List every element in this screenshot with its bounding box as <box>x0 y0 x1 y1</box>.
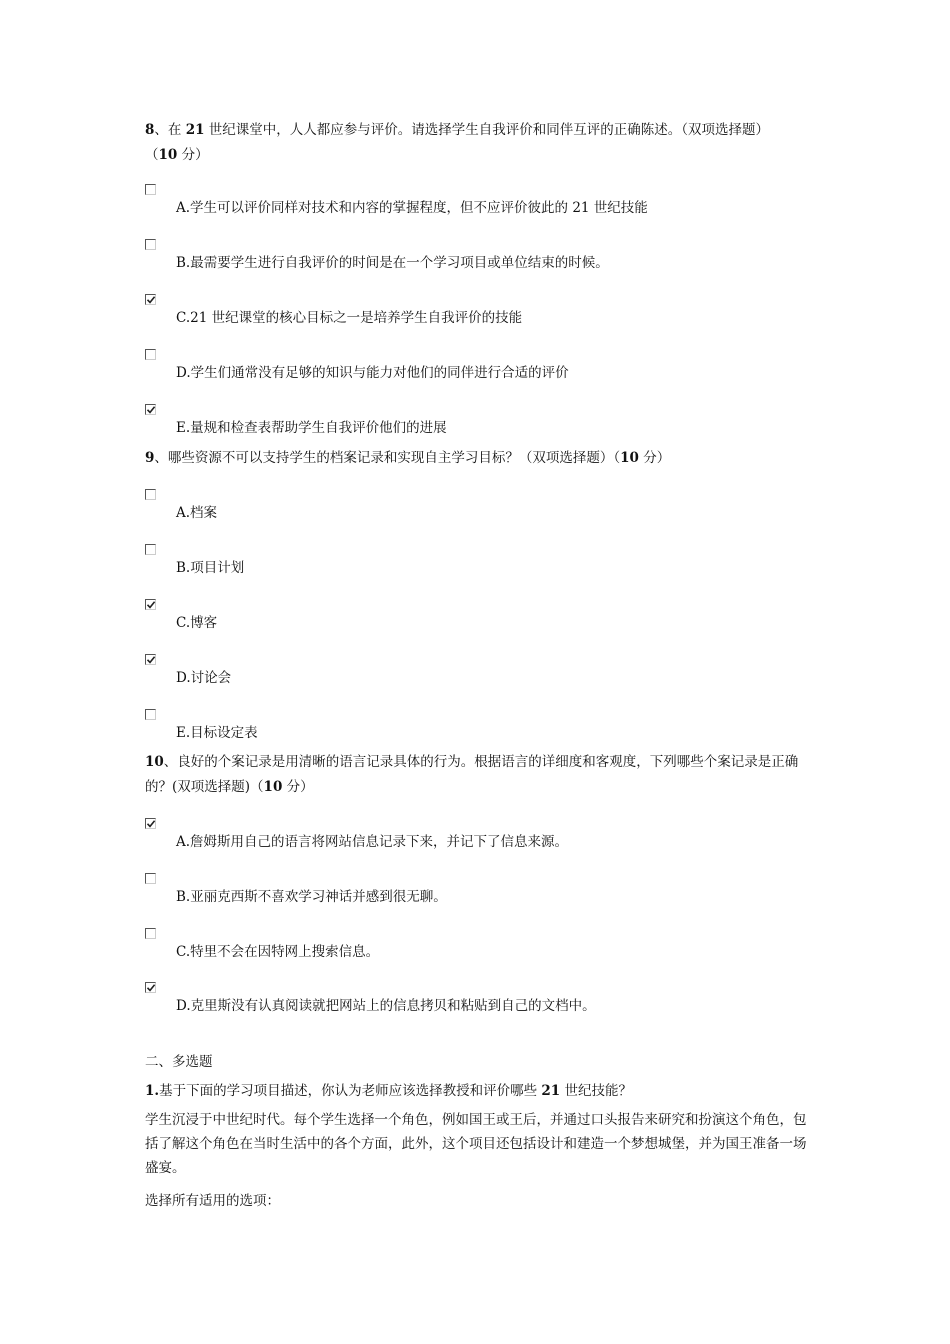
checkbox[interactable] <box>145 404 156 415</box>
select-instruction: 选择所有适用的选项： <box>145 1193 280 1209</box>
checkbox[interactable] <box>145 982 156 993</box>
option-label: C.特里不会在因特网上搜索信息。 <box>176 944 380 960</box>
checkbox[interactable] <box>145 184 156 195</box>
q9-option-d[interactable] <box>145 654 805 700</box>
checkbox[interactable] <box>145 873 156 884</box>
question-10-points: 10 <box>263 779 283 795</box>
multi-question-1-text-2: 世纪技能？ <box>560 1083 632 1099</box>
question-8-text-2: 世纪课堂中，人人都应参与评价。请选择学生自我评价和同伴互评的正确陈述。（双项选择题） <box>204 122 770 138</box>
option-label: B.最需要学生进行自我评价的时间是在一个学习项目或单位结束的时候。 <box>176 255 609 271</box>
checkbox[interactable] <box>145 239 156 250</box>
checkbox[interactable] <box>145 928 156 939</box>
option-label: B.项目计划 <box>176 560 245 576</box>
question-10-text: 、良好的个案记录是用清晰的语言记录具体的行为。根据语言的详细度和客观度，下列哪些个案记录是正确的？ <box>145 754 799 795</box>
q9-option-e[interactable] <box>145 709 805 755</box>
checkmark-icon <box>146 819 156 829</box>
q8-option-b[interactable] <box>145 239 805 285</box>
question-8 <box>145 118 813 168</box>
checkbox[interactable] <box>145 294 156 305</box>
question-8-number: 8 <box>145 122 155 138</box>
question-10-points-unit: 分） <box>282 779 314 795</box>
option-label: B.亚丽克西斯不喜欢学习神话并感到很无聊。 <box>176 889 447 905</box>
project-description: 学生沉浸于中世纪时代。每个学生选择一个角色，例如国王或王后，并通过口头报告来研究和扮演这个角色，包括了解这个角色在当时生活中的各个方面，此外，这个项目还包括设计和建造一个梦想城堡，并为国王准备一场盛宴。 <box>145 1112 807 1176</box>
checkmark-icon <box>146 655 156 665</box>
option-label: E.目标设定表 <box>176 725 258 741</box>
multi-question-1-number: 1. <box>145 1083 160 1099</box>
option-label: A.档案 <box>176 505 218 521</box>
q8-option-a[interactable] <box>145 184 805 230</box>
question-8-points: 10 <box>158 147 178 163</box>
checkbox[interactable] <box>145 489 156 500</box>
q9-option-b[interactable] <box>145 544 805 590</box>
question-10-type: (双项选择题)（ <box>172 779 264 795</box>
question-9-number: 9 <box>145 450 155 466</box>
option-label: A.詹姆斯用自己的语言将网站信息记录下来，并记下了信息来源。 <box>176 834 569 850</box>
checkmark-icon <box>146 600 156 610</box>
option-label: D.克里斯没有认真阅读就把网站上的信息拷贝和粘贴到自己的文档中。 <box>176 998 596 1014</box>
option-label: D.学生们通常没有足够的知识与能力对他们的同伴进行合适的评价 <box>176 365 569 381</box>
checkmark-icon <box>146 405 156 415</box>
option-label: C.21 世纪课堂的核心目标之一是培养学生自我评价的技能 <box>176 310 523 326</box>
multi-question-1 <box>145 1079 813 1104</box>
q10-option-d[interactable] <box>145 982 805 1028</box>
q8-option-c[interactable] <box>145 294 805 340</box>
question-9-text: 、哪些资源不可以支持学生的档案记录和实现自主学习目标？（双项选择题）（ <box>154 450 621 466</box>
question-9 <box>145 446 813 471</box>
q10-option-b[interactable] <box>145 873 805 919</box>
q8-option-d[interactable] <box>145 349 805 395</box>
checkbox[interactable] <box>145 709 156 720</box>
question-10 <box>145 750 813 800</box>
question-8-text: 、在 <box>154 122 186 138</box>
option-label: D.讨论会 <box>176 670 232 686</box>
q10-option-c[interactable] <box>145 928 805 974</box>
q8-option-e[interactable] <box>145 404 805 450</box>
multi-question-1-century: 21 <box>541 1083 561 1099</box>
checkbox[interactable] <box>145 654 156 665</box>
section-heading: 二、多选题 <box>145 1054 213 1070</box>
checkbox[interactable] <box>145 349 156 360</box>
question-9-points-unit: 分） <box>638 450 671 466</box>
multi-question-1-text: 基于下面的学习项目描述，你认为老师应该选择教授和评价哪些 <box>159 1083 542 1099</box>
q10-option-a[interactable] <box>145 818 805 864</box>
question-8-century: 21 <box>185 122 205 138</box>
question-10-number: 10 <box>145 754 164 770</box>
checkmark-icon <box>146 295 156 305</box>
question-8-points-unit: 分） <box>177 147 209 163</box>
question-9-points: 10 <box>620 450 639 466</box>
option-label: C.博客 <box>176 615 218 631</box>
checkbox[interactable] <box>145 599 156 610</box>
question-8-points-open: （ <box>145 147 159 163</box>
option-label: E.量规和检查表帮助学生自我评价他们的进展 <box>176 420 447 436</box>
checkmark-icon <box>146 983 156 993</box>
checkbox[interactable] <box>145 544 156 555</box>
option-label: A.学生可以评价同样对技术和内容的掌握程度，但不应评价彼此的 21 世纪技能 <box>176 200 648 216</box>
checkbox[interactable] <box>145 818 156 829</box>
q9-option-c[interactable] <box>145 599 805 645</box>
q9-option-a[interactable] <box>145 489 805 535</box>
